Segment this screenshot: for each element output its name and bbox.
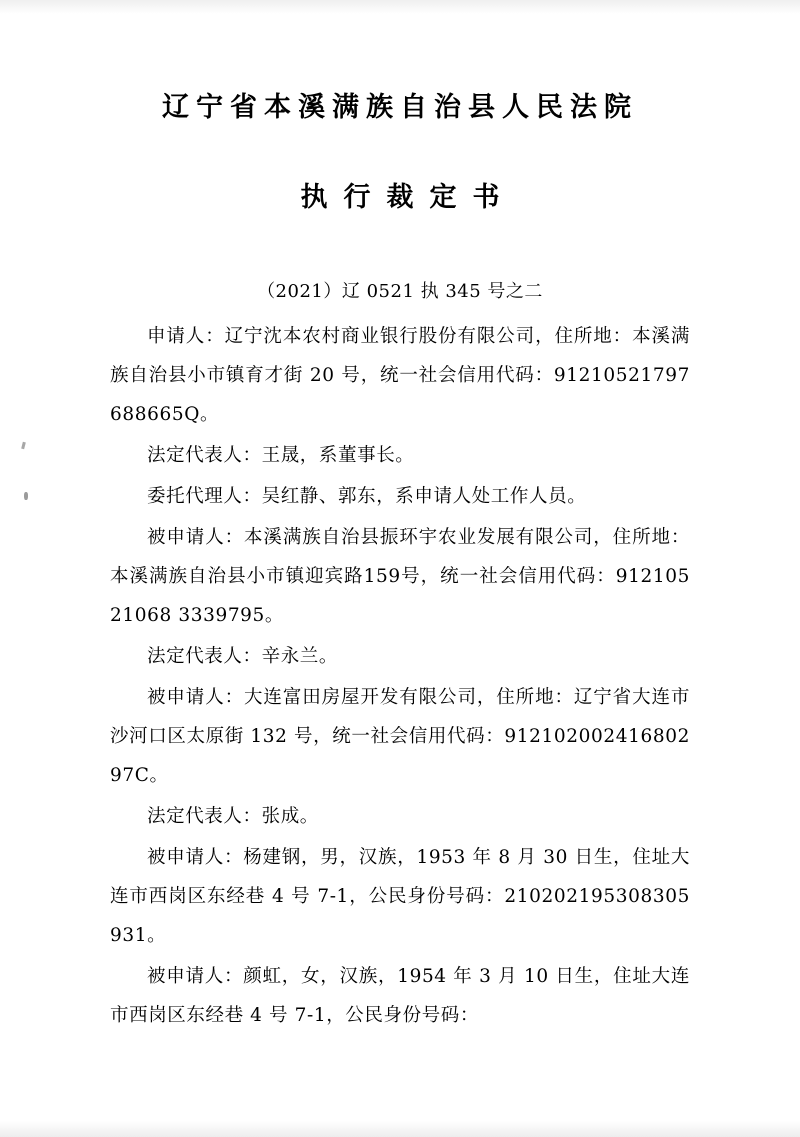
paragraph: 被申请人：杨建钢，男，汉族，1953 年 8 月 30 日生，住址大连市西岗区东经巷 4 号 7-1，公民身份号码：210202195308305931。 — [110, 846, 690, 946]
paragraph: 法定代表人：王晟，系董事长。 — [147, 444, 415, 466]
document-type-title: 执行裁定书 — [300, 182, 516, 214]
case-number: （2021）辽 0521 执 345 号之二 — [257, 280, 543, 302]
paragraph: 法定代表人：辛永兰。 — [147, 645, 339, 667]
paragraph: 被申请人：本溪满族自治县振环宇农业发展有限公司，住所地：本溪满族自治县小市镇迎宾路159号，统一社会信用代码：91210521068 3339795。 — [110, 526, 690, 626]
paragraph: 申请人：辽宁沈本农村商业银行股份有限公司，住所地：本溪满族自治县小市镇育才街 20 号，统一社会信用代码：91210521797688665Q。 — [110, 325, 690, 425]
document-body — [110, 317, 690, 1035]
paragraph: 委托代理人：吴红静、郭东，系申请人处工作人员。 — [147, 485, 587, 507]
court-name-title: 辽宁省本溪满族自治县人民法院 — [162, 92, 638, 123]
document-content — [110, 0, 690, 1037]
scan-artifact-mark — [21, 442, 26, 450]
paragraph: 被申请人：颜虹，女，汉族，1954 年 3 月 10 日生，住址大连市西岗区东经巷 4 号 7-1，公民身份号码： — [110, 965, 690, 1026]
paragraph: 被申请人：大连富田房屋开发有限公司，住所地：辽宁省大连市沙河口区太原街 132 号，统一社会信用代码：91210200241680297C。 — [110, 686, 690, 786]
paragraph: 法定代表人：张成。 — [147, 805, 319, 827]
scan-artifact-mark — [24, 492, 28, 500]
